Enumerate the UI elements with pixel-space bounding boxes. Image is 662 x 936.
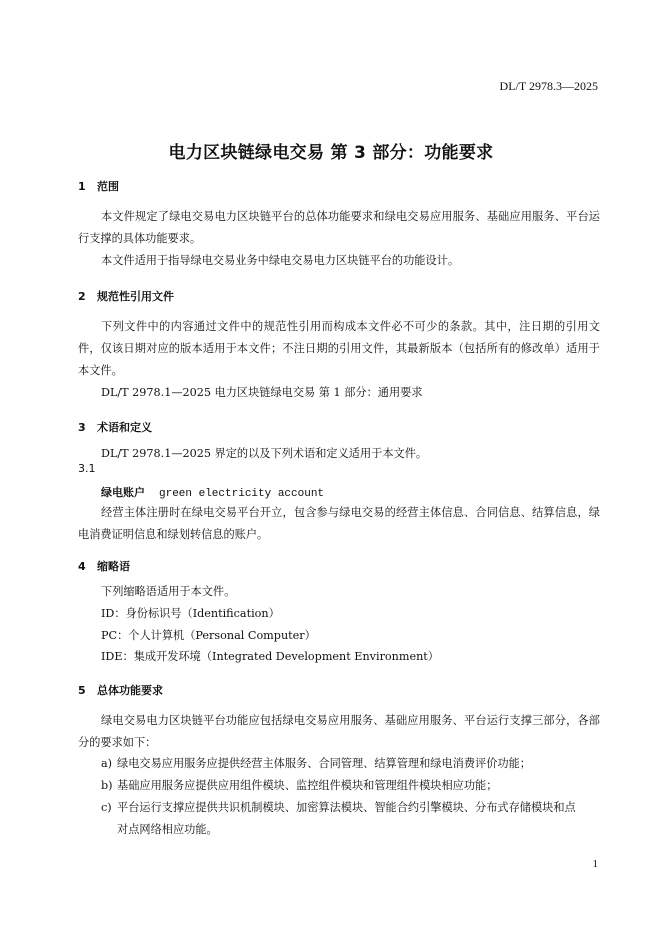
paragraph: 本文件适用于指导绿电交易业务中绿电交易电力区块链平台的功能设计。	[101, 254, 460, 267]
abbreviation-entry: ID：身份标识号（Identification）	[101, 607, 280, 620]
term-english: green electricity account	[159, 488, 325, 500]
term-chinese: 绿电账户	[101, 486, 145, 499]
page-number: 1	[592, 858, 598, 870]
section-number: 2	[78, 290, 86, 303]
list-item-text: 绿电交易应用服务应提供经营主体服务、合同管理、结算管理和绿电消费评价功能；	[117, 757, 531, 770]
section-number: 3	[78, 421, 86, 434]
abbreviation-entry: IDE：集成开发环境（Integrated Development Environment）	[101, 650, 439, 663]
section-heading-abbreviations	[78, 558, 130, 574]
section-heading-terms	[78, 419, 152, 435]
list-marker: a)	[101, 757, 113, 770]
document-title: 电力区块链绿电交易 第 3 部分：功能要求	[168, 143, 494, 163]
list-item	[101, 775, 600, 797]
list-item-continuation: 对点网络相应功能。	[117, 823, 218, 836]
list-item	[101, 797, 600, 841]
paragraph: 绿电交易电力区块链平台功能应包括绿电交易应用服务、基础应用服务、平台运行支撑三部分，各部分的要求如下：	[78, 714, 600, 749]
paragraph: 下列文件中的内容通过文件中的规范性引用而构成本文件必不可少的条款。其中，注日期的引用文件，仅该日期对应的版本适用于本文件；不注日期的引用文件，其最新版本（包括所有的修改单）适用于本文件。	[78, 320, 600, 377]
section-number: 4	[78, 560, 86, 573]
list-item-text: 平台运行支撑应提供共识机制模块、加密算法模块、智能合约引擎模块、分布式存储模块和点	[117, 801, 576, 814]
normative-reference: DL/T 2978.1—2025 电力区块链绿电交易 第 1 部分：通用要求	[101, 386, 423, 399]
list-item-text: 基础应用服务应提供应用组件模块、监控组件模块和管理组件模块相应功能；	[117, 779, 498, 792]
term-definition: 经营主体注册时在绿电交易平台开立，包含参与绿电交易的经营主体信息、合同信息、结算信息，绿电消费证明信息和绿划转信息的账户。	[78, 506, 600, 541]
list-marker: c)	[101, 801, 112, 814]
section-title: 总体功能要求	[97, 684, 163, 697]
section-title: 缩略语	[97, 560, 130, 573]
section-heading-normative-references	[78, 288, 174, 304]
paragraph: 本文件规定了绿电交易电力区块链平台的总体功能要求和绿电交易应用服务、基础应用服务、平台运行支撑的具体功能要求。	[78, 210, 600, 245]
paragraph: DL/T 2978.1—2025 界定的以及下列术语和定义适用于本文件。	[101, 447, 428, 460]
document-code-header: DL/T 2978.3—2025	[499, 79, 598, 93]
term-entry	[101, 484, 324, 500]
section-title: 范围	[97, 180, 119, 193]
paragraph: 下列缩略语适用于本文件。	[101, 585, 236, 598]
list-item	[101, 753, 600, 775]
list-marker: b)	[101, 779, 113, 792]
section-title: 规范性引用文件	[97, 290, 174, 303]
section-number: 5	[78, 684, 86, 697]
section-heading-scope	[78, 178, 119, 194]
section-number: 1	[78, 180, 86, 193]
section-heading-general-requirements	[78, 682, 163, 698]
section-title: 术语和定义	[97, 421, 152, 434]
term-number: 3.1	[78, 462, 96, 475]
abbreviation-entry: PC：个人计算机（Personal Computer）	[101, 629, 316, 642]
